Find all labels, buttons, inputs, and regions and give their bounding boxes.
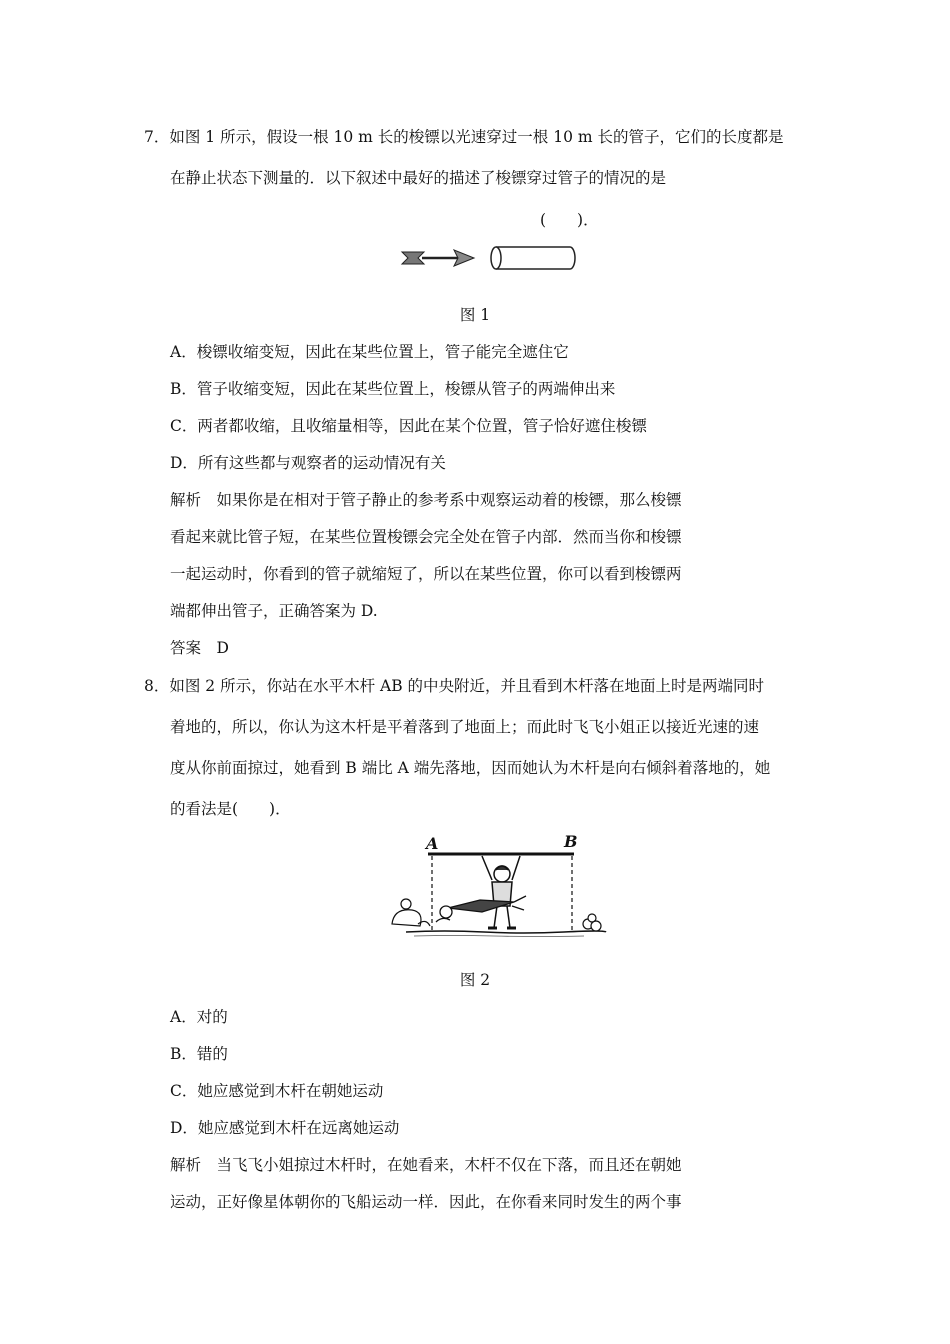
flying-person-icon (436, 896, 526, 922)
q8-line-2: 着地的，所以，你认为这木杆是平着落到了地面上；而此时飞飞小姐正以接近光速的速 (170, 718, 760, 736)
q8-line-1: 8．如图 2 所示，你站在水平木杆 AB 的中央附近，并且看到木杆落在地面上时是两端同时 (144, 677, 765, 695)
figure-1-spear-and-tube (398, 238, 580, 278)
q7-answer: 答案 D (170, 639, 229, 657)
q7-line-2: 在静止状态下测量的．以下叙述中最好的描述了梭镖穿过管子的情况的是 (170, 169, 667, 187)
q7-analysis-line-4: 端都伸出管子，正确答案为 D. (170, 602, 378, 620)
q8-analysis-line-1: 解析 当飞飞小姐掠过木杆时，在她看来，木杆不仅在下落，而且还在朝她 (170, 1156, 682, 1174)
q7-answer-paren: ( )． (540, 211, 599, 229)
figure-2-caption: 图 2 (459, 971, 491, 989)
pole-end-a-label: A (426, 834, 439, 853)
sitting-observer-icon (392, 899, 430, 926)
tube-icon (491, 247, 575, 269)
q7-option-c: C．两者都收缩，且收缩量相等，因此在某个位置，管子恰好遮住梭镖 (170, 417, 647, 435)
standing-person-icon (482, 856, 520, 928)
bush-icon (583, 914, 601, 931)
q8-analysis-line-2: 运动，正好像星体朝你的飞船运动一样．因此，在你看来同时发生的两个事 (170, 1193, 682, 1211)
figure-1-caption: 图 1 (459, 306, 491, 324)
q8-line-4: 的看法是( )． (170, 800, 291, 818)
q7-analysis-line-3: 一起运动时，你看到的管子就缩短了，所以在某些位置，你可以看到梭镖两 (170, 565, 682, 583)
spear-icon (402, 250, 474, 266)
q8-line-3: 度从你前面掠过，她看到 B 端比 A 端先落地，因而她认为木杆是向右倾斜着落地的，她 (170, 759, 771, 777)
q7-option-b: B．管子收缩变短，因此在某些位置上，梭镖从管子的两端伸出来 (170, 380, 616, 398)
q7-line-1: 7．如图 1 所示，假设一根 10 m 长的梭镖以光速穿过一根 10 m 长的管子，它们的长度都是 (144, 128, 784, 146)
q7-analysis-line-2: 看起来就比管子短，在某些位置梭镖会完全处在管子内部．然而当你和梭镖 (170, 528, 682, 546)
pole-end-b-label: B (564, 832, 578, 851)
q8-option-c: C．她应感觉到木杆在朝她运动 (170, 1082, 384, 1100)
q8-option-a: A．对的 (170, 1008, 228, 1026)
figure-2-pole-illustration (384, 832, 610, 944)
q8-option-d: D．她应感觉到木杆在远离她运动 (170, 1119, 400, 1137)
q7-analysis-line-1: 解析 如果你是在相对于管子静止的参考系中观察运动着的梭镖，那么梭镖 (170, 491, 682, 509)
q7-option-d: D．所有这些都与观察者的运动情况有关 (170, 454, 446, 472)
q7-option-a: A．梭镖收缩变短，因此在某些位置上，管子能完全遮住它 (170, 343, 569, 361)
q8-option-b: B．错的 (170, 1045, 228, 1063)
